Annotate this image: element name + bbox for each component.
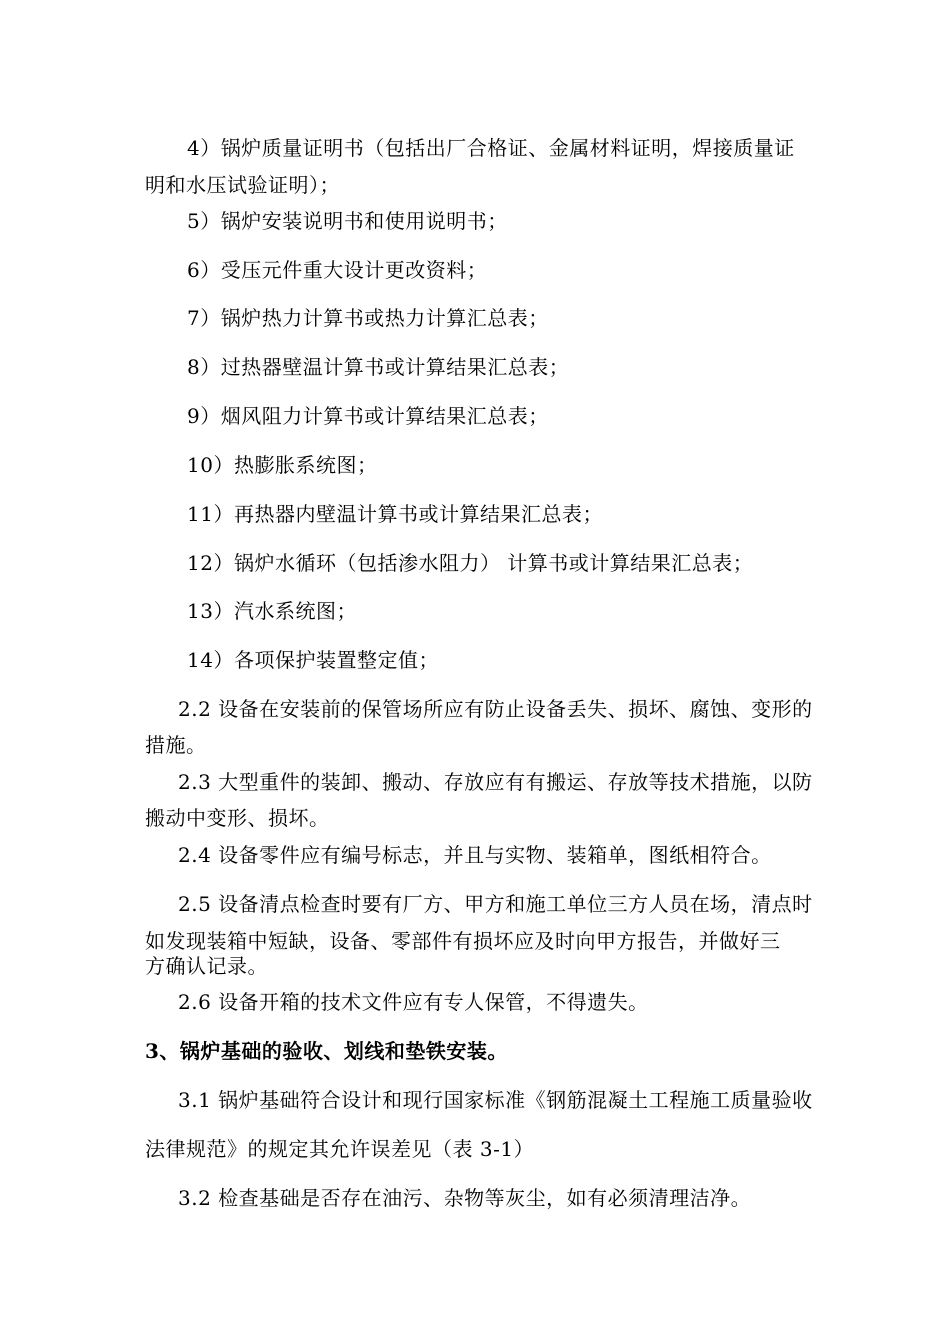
list-item-11: 11）再热器内壁温计算书或计算结果汇总表； <box>187 502 603 526</box>
list-item-14: 14）各项保护装置整定值； <box>187 648 439 672</box>
clause-2-5-line-3: 方确认记录。 <box>145 954 268 978</box>
clause-2-2-line-1: 2.2 设备在安装前的保管场所应有防止设备丢失、损坏、腐蚀、变形的 <box>178 697 813 721</box>
clause-2-6: 2.6 设备开箱的技术文件应有专人保管，不得遗失。 <box>178 990 649 1014</box>
clause-2-5-line-1: 2.5 设备清点检查时要有厂方、甲方和施工单位三方人员在场，清点时 <box>178 892 813 916</box>
list-item-7: 7）锅炉热力计算书或热力计算汇总表； <box>187 306 549 330</box>
clause-3-1-line-2: 法律规范》的规定其允许误差见（表 3-1） <box>145 1137 535 1161</box>
clause-3-2: 3.2 检查基础是否存在油污、杂物等灰尘，如有必须清理洁净。 <box>178 1186 752 1210</box>
list-item-10: 10）热膨胀系统图； <box>187 453 378 477</box>
clause-3-1-line-1: 3.1 锅炉基础符合设计和现行国家标准《钢筋混凝土工程施工质量验收 <box>178 1088 813 1112</box>
list-item-4-line-2: 明和水压试验证明）； <box>145 173 340 197</box>
clause-2-3-line-1: 2.3 大型重件的装卸、搬动、存放应有有搬运、存放等技术措施，以防 <box>178 770 813 794</box>
list-item-4-line-1: 4）锅炉质量证明书（包括出厂合格证、金属材料证明，焊接质量证 <box>187 136 795 160</box>
list-item-8: 8）过热器壁温计算书或计算结果汇总表； <box>187 355 570 379</box>
clause-2-5-line-2: 如发现装箱中短缺，设备、零部件有损坏应及时向甲方报告，并做好三 <box>145 929 781 953</box>
section-heading: 3、锅炉基础的验收、划线和垫铁安装。 <box>145 1039 508 1063</box>
clause-2-2-line-2: 措施。 <box>145 733 207 757</box>
clause-2-4: 2.4 设备零件应有编号标志，并且与实物、装箱单，图纸相符合。 <box>178 843 772 867</box>
list-item-6: 6）受压元件重大设计更改资料； <box>187 258 488 282</box>
clause-2-3-line-2: 搬动中变形、损坏。 <box>145 806 330 830</box>
list-item-13: 13）汽水系统图； <box>187 599 357 623</box>
list-item-9: 9）烟风阻力计算书或计算结果汇总表； <box>187 404 549 428</box>
list-item-12: 12）锅炉水循环（包括渗水阻力） 计算书或计算结果汇总表； <box>187 551 754 575</box>
list-item-5: 5）锅炉安装说明书和使用说明书； <box>187 209 508 233</box>
